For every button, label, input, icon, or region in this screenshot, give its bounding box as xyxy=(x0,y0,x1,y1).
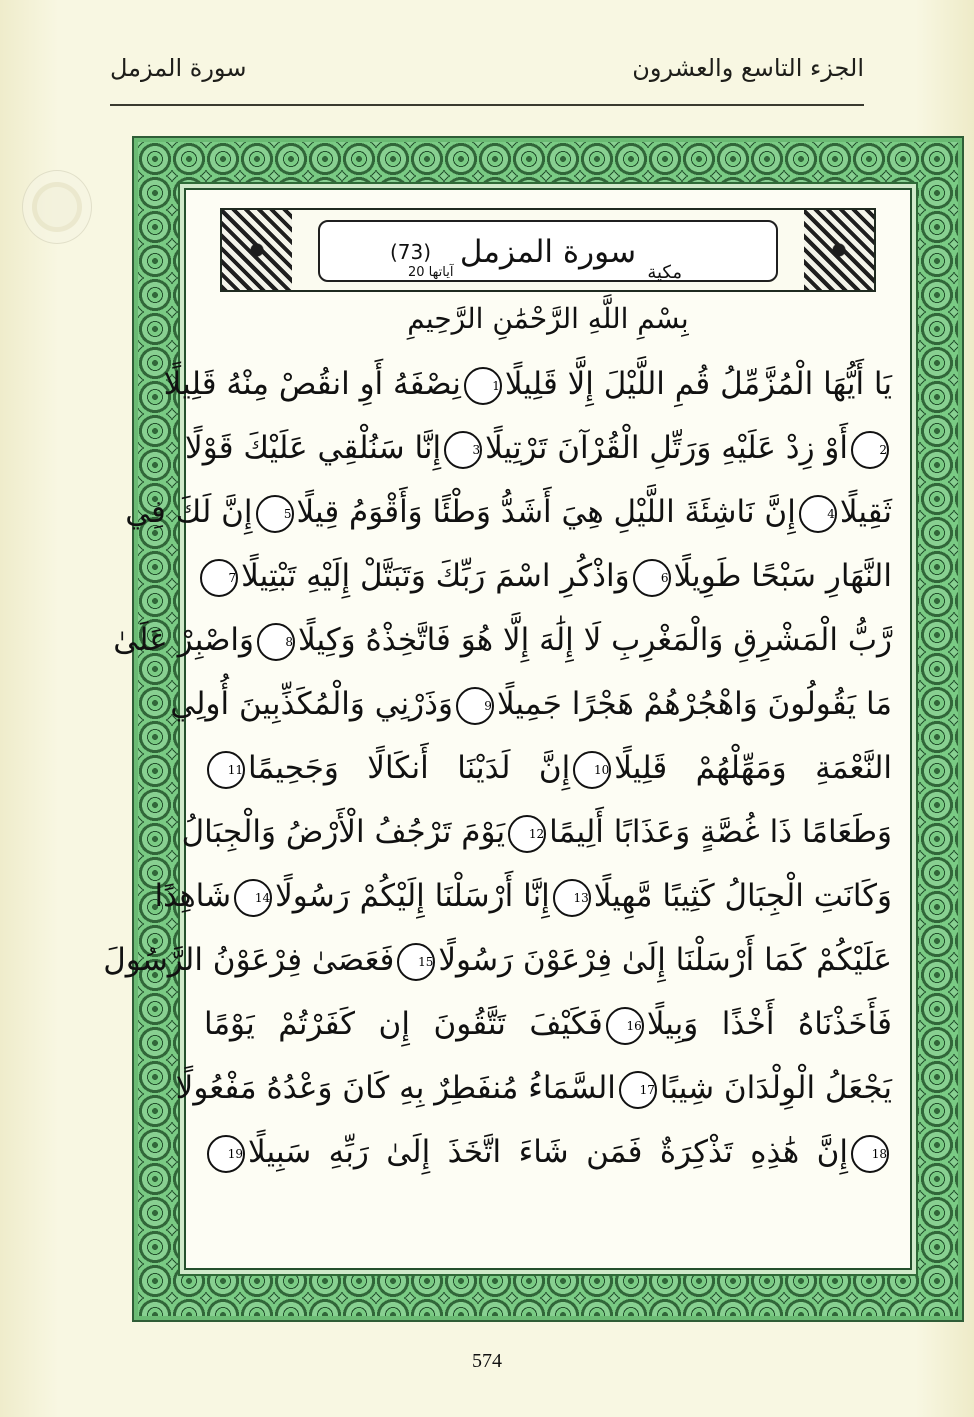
verse-text: وَذَرْنِي وَالْمُكَذِّبِينَ أُولِي xyxy=(170,686,453,722)
ayah-number-icon: 13 xyxy=(553,879,591,917)
ayah-number-icon: 17 xyxy=(619,1071,657,1109)
page-number: 574 xyxy=(472,1350,502,1372)
page-header xyxy=(110,48,864,106)
verse-text: إِنَّا أَرْسَلْنَا إِلَيْكُمْ رَسُولًا xyxy=(275,878,550,914)
ayah-number-icon: 14 xyxy=(234,879,272,917)
verse-text: فَكَيْفَ تَتَّقُونَ إِن كَفَرْتُمْ يَوْمًا xyxy=(204,1006,603,1042)
ayah-number-icon: 19 xyxy=(207,1135,245,1173)
verse-text: وَكَانَتِ الْجِبَالُ كَثِيبًا مَّهِيلًا xyxy=(593,878,892,914)
verse-line xyxy=(204,736,892,800)
ayah-number-icon: 5 xyxy=(256,495,294,533)
basmala: بِسْمِ اللَّهِ الرَّحْمَٰنِ الرَّحِيمِ xyxy=(407,302,689,335)
verse-line xyxy=(113,608,892,672)
verse-text: السَّمَاءُ مُنفَطِرٌ بِهِ كَانَ وَعْدُهُ مَفْعُولًا xyxy=(175,1070,616,1106)
verse-line xyxy=(204,1120,892,1184)
verse-text: وَاصْبِرْ عَلَىٰ xyxy=(113,622,255,658)
verse-text: مَا يَقُولُونَ وَاهْجُرْهُمْ هَجْرًا جَمِيلًا xyxy=(496,686,892,722)
verse-line xyxy=(185,416,892,480)
verse-text: وَطَعَامًا ذَا غُصَّةٍ وَعَذَابًا أَلِيمًا xyxy=(549,814,892,850)
ayah-number-icon: 11 xyxy=(207,751,245,789)
revelation-type: مكية xyxy=(647,262,682,283)
verse-text: إِنَّ لَدَيْنَا أَنكَالًا وَجَحِيمًا xyxy=(248,750,571,786)
verse-text: رَّبُّ الْمَشْرِقِ وَالْمَغْرِبِ لَا إِلَٰهَ إِلَّا هُوَ فَاتَّخِذْهُ وَكِيلًا xyxy=(298,622,892,658)
verse-text: نِصْفَهُ أَوِ انقُصْ مِنْهُ قَلِيلًا xyxy=(163,366,461,402)
verse-line xyxy=(175,1056,892,1120)
verse-line xyxy=(204,544,892,608)
ayah-number-icon: 10 xyxy=(573,751,611,789)
verse-text: شَاهِدًا xyxy=(154,878,232,914)
ayah-number-icon: 18 xyxy=(851,1135,889,1173)
verse-line xyxy=(163,352,892,416)
ayah-number-icon: 4 xyxy=(799,495,837,533)
verse-line xyxy=(154,864,892,928)
title-corner-ornament-left xyxy=(222,210,292,290)
ayah-number-icon: 16 xyxy=(606,1007,644,1045)
surah-header-label: سورة المزمل xyxy=(110,54,247,82)
ayah-number-icon: 8 xyxy=(257,623,295,661)
text-panel xyxy=(103,188,912,1270)
verse-text: عَلَيْكُمْ كَمَا أَرْسَلْنَا إِلَىٰ فِرْعَوْنَ رَسُولًا xyxy=(438,942,892,978)
verse-text: يَا أَيُّهَا الْمُزَّمِّلُ قُمِ اللَّيْلَ إِلَّا قَلِيلًا xyxy=(504,366,892,402)
verse-line xyxy=(204,992,892,1056)
verse-text: إِنَّا سَنُلْقِي عَلَيْكَ قَوْلًا xyxy=(185,430,442,466)
decorative-frame xyxy=(103,136,964,1322)
verse-line xyxy=(181,800,892,864)
verse-text: النَّهَارِ سَبْحًا طَوِيلًا xyxy=(673,558,892,594)
margin-ornament xyxy=(22,170,92,244)
verse-text: فَأَخَذْنَاهُ أَخْذًا وَبِيلًا xyxy=(646,1006,892,1042)
verse-text: فَعَصَىٰ فِرْعَوْنُ الرَّسُولَ xyxy=(103,942,395,978)
ayah-number-icon: 9 xyxy=(456,687,494,725)
verse-text: النَّعْمَةِ وَمَهِّلْهُمْ قَلِيلًا xyxy=(614,750,892,786)
verse-text: إِنَّ نَاشِئَةَ اللَّيْلِ هِيَ أَشَدُّ وَطْئًا وَأَقْوَمُ قِيلًا xyxy=(296,494,796,530)
ayah-number-icon: 15 xyxy=(397,943,435,981)
verse-text: إِنَّ لَكَ فِي xyxy=(125,494,253,530)
juz-label: الجزء التاسع والعشرون xyxy=(632,54,864,82)
surah-title-box xyxy=(318,220,778,282)
surah-title: سورة المزمل xyxy=(459,234,637,270)
verse-text: يَجْعَلُ الْوِلْدَانَ شِيبًا xyxy=(659,1070,892,1106)
surah-number: (73) xyxy=(390,240,432,264)
ayah-number-icon: 6 xyxy=(633,559,671,597)
verse-text: إِنَّ هَٰذِهِ تَذْكِرَةٌ فَمَن شَاءَ اتَّخَذَ إِلَىٰ رَبِّهِ سَبِيلًا xyxy=(248,1134,848,1170)
surah-title-band xyxy=(220,208,876,292)
ayah-number-icon: 7 xyxy=(200,559,238,597)
verse-text: يَوْمَ تَرْجُفُ الْأَرْضُ وَالْجِبَالُ xyxy=(181,814,506,850)
verse-line xyxy=(170,672,892,736)
verse-text: أَوْ زِدْ عَلَيْهِ وَرَتِّلِ الْقُرْآنَ تَرْتِيلًا xyxy=(485,430,848,466)
title-corner-ornament-right xyxy=(804,210,874,290)
ayah-number-icon: 1 xyxy=(464,367,502,405)
ayah-count: آياتها 20 xyxy=(408,265,454,280)
verse-line xyxy=(103,928,892,992)
ayah-number-icon: 3 xyxy=(444,431,482,469)
verse-line xyxy=(125,480,892,544)
ayah-number-icon: 12 xyxy=(508,815,546,853)
verse-lines xyxy=(103,352,892,1184)
verse-text: وَاذْكُرِ اسْمَ رَبِّكَ وَتَبَتَّلْ إِلَيْهِ تَبْتِيلًا xyxy=(241,558,630,594)
verse-text: ثَقِيلًا xyxy=(839,494,892,530)
ayah-number-icon: 2 xyxy=(851,431,889,469)
